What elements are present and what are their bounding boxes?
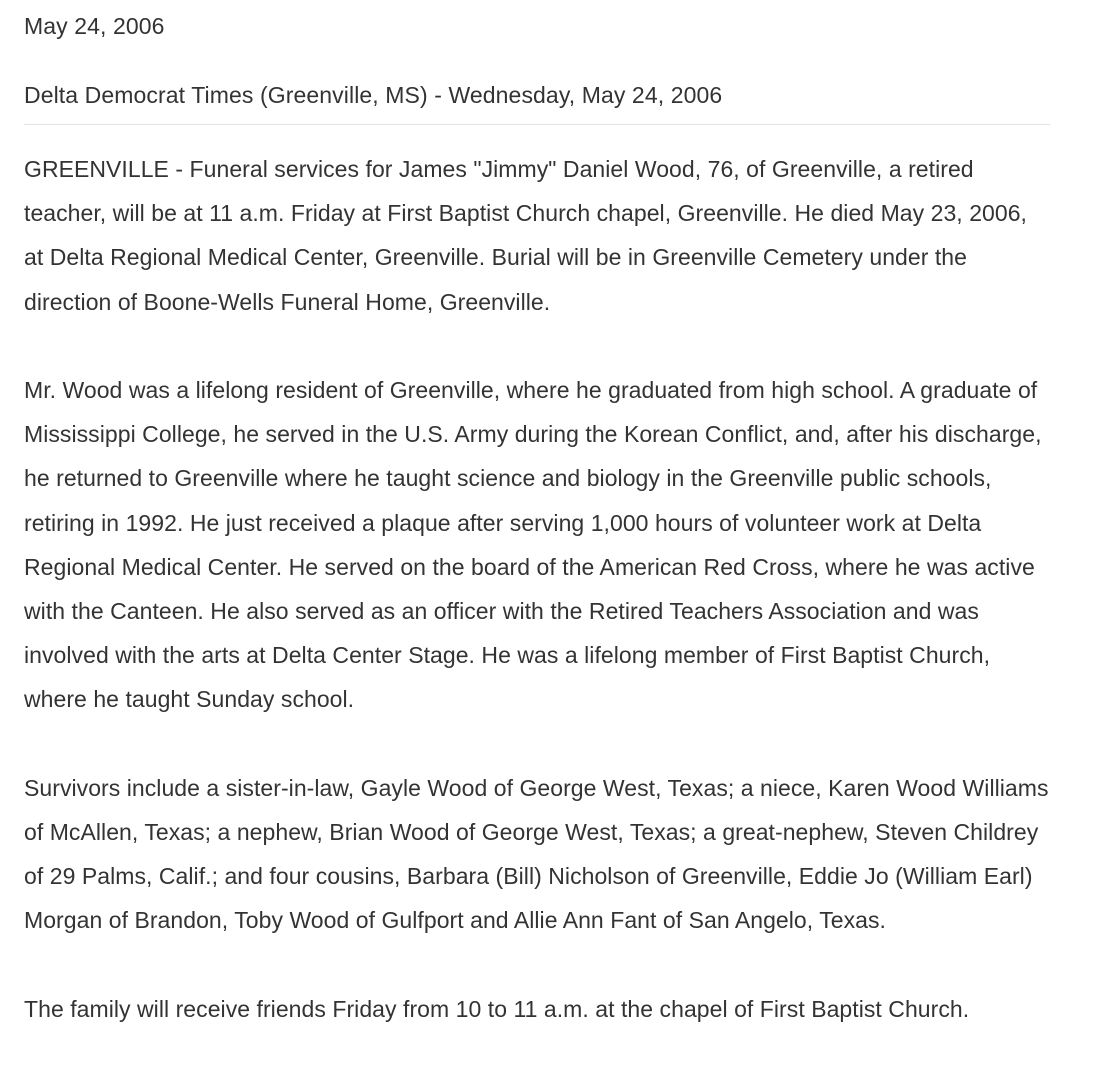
header-divider xyxy=(24,124,1050,125)
article-body xyxy=(24,147,1050,1031)
paragraph-visitation: The family will receive friends Friday from 10 to 11 a.m. at the chapel of First Baptist Church. xyxy=(24,995,970,1022)
paragraph-survivors: Survivors include a sister-in-law, Gayle Wood of George West, Texas; a niece, Karen Wood Williams of McAllen, Texas; a nephew, Brian Wood of George West, Texas; a great-nephew, Steven Childrey of 29 Palms, Calif.; and four cousins, Barbara (Bill) Nicholson of Greenville, Eddie Jo (William Earl) Morgan of Brandon, Toby Wood of Gulfport and Allie Ann Fant of San Angelo, Texas. xyxy=(24,774,1049,934)
paragraph-biography: Mr. Wood was a lifelong resident of Greenville, where he graduated from high school. A graduate of Mississippi College, he served in the U.S. Army during the Korean Conflict, and, after his discharge, he returned to Greenville where he taught science and biology in the Greenville public schools, retiring in 1992. He just received a plaque after serving 1,000 hours of volunteer work at Delta Regional Medical Center. He served on the board of the American Red Cross, where he was active with the Canteen. He also served as an officer with the Retired Teachers Association and was involved with the arts at Delta Center Stage. He was a lifelong member of First Baptist Church, where he taught Sunday school. xyxy=(24,377,1042,713)
article-date: May 24, 2006 xyxy=(24,13,165,39)
obituary-article xyxy=(24,0,1050,1031)
paragraph-service-details: GREENVILLE - Funeral services for James "Jimmy" Daniel Wood, 76, of Greenville, a retired teacher, will be at 11 a.m. Friday at First Baptist Church chapel, Greenville. He died May 23, 2006, at Delta Regional Medical Center, Greenville. Burial will be in Greenville Cemetery under the direction of Boone-Wells Funeral Home, Greenville. xyxy=(24,156,1027,315)
article-source: Delta Democrat Times (Greenville, MS) - Wednesday, May 24, 2006 xyxy=(24,82,723,108)
